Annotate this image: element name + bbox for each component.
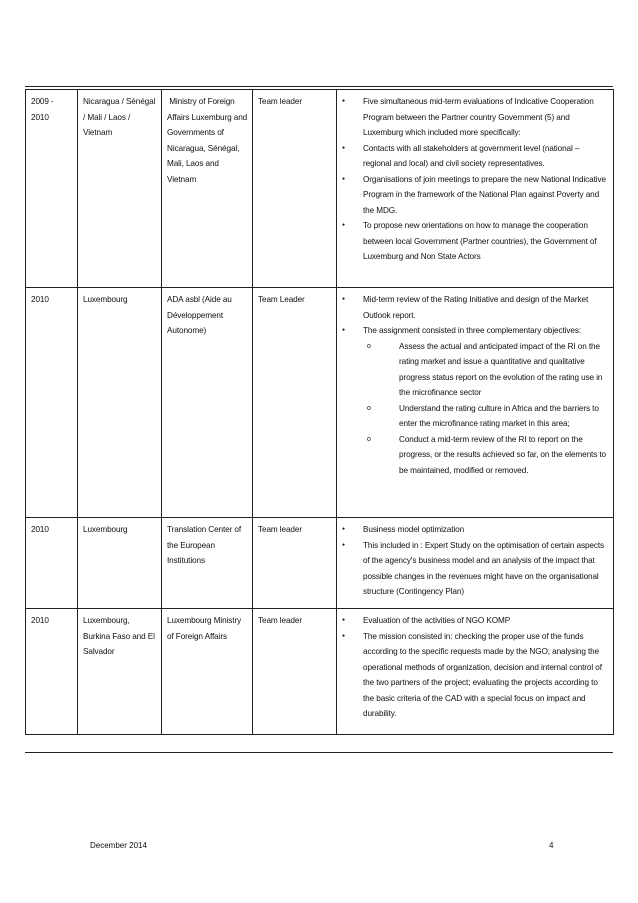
- list-item: ● This included in : Expert Study on the optimisation of certain aspects of the agency's business model and an analysis of the impact that possible changes in the revenues might have on the organisational structure (Contingency Plan): [342, 538, 609, 600]
- sub-list-item: o Conduct a mid-term review of the RI to report on the progress, or the results achieved so far, on the elements to be maintained, modified or removed.: [342, 432, 609, 479]
- table-row: [26, 90, 614, 288]
- description-cell: [337, 609, 614, 735]
- table-row: [26, 288, 614, 518]
- description-cell: [337, 288, 614, 518]
- year-cell: 2009 - 2010: [26, 90, 78, 288]
- list-item: ● Evaluation of the activities of NGO KOMP: [342, 613, 609, 629]
- list-item-text: The assignment consisted in three complementary objectives:: [363, 326, 582, 335]
- page-number: 4: [549, 841, 554, 850]
- year-cell: 2010: [26, 609, 78, 735]
- year-cell: 2010: [26, 288, 78, 518]
- list-item: ● Five simultaneous mid-term evaluations of Indicative Cooperation Program between the Partner country Government (5) and Luxemburg which included more specifically:: [342, 94, 609, 141]
- experience-table: [25, 89, 614, 735]
- list-item: ● To propose new orientations on how to manage the cooperation between local Government (Partner countries), the Government of Luxemburg and Non State Actors: [342, 218, 609, 265]
- country-cell: Luxembourg: [78, 518, 162, 609]
- country-cell: Luxembourg: [78, 288, 162, 518]
- client-cell: Ministry of Foreign Affairs Luxemburg and Governments of Nicaragua, Sénégal, Mali, Laos and Vietnam: [162, 90, 253, 288]
- role-cell: Team Leader: [253, 288, 337, 518]
- footer-date: December 2014: [90, 841, 147, 850]
- country-cell: Nicaragua / Sénégal / Mali / Laos / Vietnam: [78, 90, 162, 288]
- sub-list-item: o Understand the rating culture in Africa and the barriers to enter the microfinance rating market in this area;: [342, 401, 609, 432]
- list-item: ● Organisations of join meetings to prepare the new National Indicative Program in the framework of the National Plan against Poverty and the MDG.: [342, 172, 609, 219]
- role-cell: Team leader: [253, 90, 337, 288]
- description-cell: [337, 518, 614, 609]
- client-cell: Translation Center of the European Institutions: [162, 518, 253, 609]
- list-item: ● Contacts with all stakeholders at government level (national – regional and local) and civil society representatives.: [342, 141, 609, 172]
- list-item: ● Mid-term review of the Rating Initiative and design of the Market Outlook report.: [342, 292, 609, 323]
- table-row: [26, 518, 614, 609]
- list-item: ● The mission consisted in: checking the proper use of the funds according to the specific requests made by the NGO; analysing the operational methods of organization, decision and internal control of the two partners of the project; evaluating the projects according to the basic criteria of the CAD with a special focus on impact and durability.: [342, 629, 609, 722]
- list-item: [342, 323, 609, 339]
- client-cell: Luxembourg Ministry of Foreign Affairs: [162, 609, 253, 735]
- table-bottom-rule: [25, 752, 613, 753]
- sub-list-item: o Assess the actual and anticipated impact of the RI on the rating market and issue a quantitative and qualitative progress status report on the evolution of the rating use in the microfinance sector: [342, 339, 609, 401]
- role-cell: Team leader: [253, 609, 337, 735]
- year-cell: 2010: [26, 518, 78, 609]
- table-top-rule: [25, 86, 613, 87]
- country-cell: Luxembourg, Burkina Faso and El Salvador: [78, 609, 162, 735]
- role-cell: Team leader: [253, 518, 337, 609]
- table-row: [26, 609, 614, 735]
- client-cell: ADA asbl (Aide au Développement Autonome): [162, 288, 253, 518]
- list-item: ● Business model optimization: [342, 522, 609, 538]
- description-cell: [337, 90, 614, 288]
